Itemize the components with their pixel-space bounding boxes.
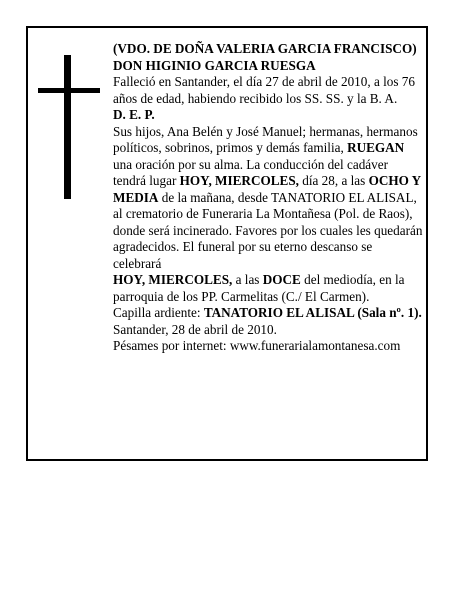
cross-vertical-bar [64,55,71,199]
deceased-name: DON HIGINIO GARCIA RUESGA [113,57,316,73]
conduction-time: OCHO Y MEDIA [113,173,421,205]
prayer-text: una oración por su alma. La conducción del cadáver tendrá lugar [113,156,388,188]
funeral-at: a las [232,272,263,287]
chapel-paragraph [113,305,423,322]
funeral-day: HOY, MIERCOLES, [113,272,233,287]
funeral-time: DOCE [262,272,301,287]
chapel-place: TANATORIO EL ALISAL (Sala nº. 1). [203,305,422,320]
obituary-notice [26,26,428,461]
family-intro: Sus hijos, Ana Belén y José Manuel; hermanas, hermanos políticos, sobrinos, primos y demás familia, [113,123,418,155]
funeral-place: del mediodía, en la parroquia de los PP. Carmelitas (C./ El Carmen). [113,272,405,304]
conduction-details: de la mañana, desde TANATORIO EL ALISAL, al crematorio de Funeraria La Montañesa (Pol. de Raos), donde será incinerado. Favores por los cuales les quedarán agradecidos. El funeral por su eterno descanso se celebrará [113,189,423,271]
dep-line: D. E. P. [113,107,155,122]
date-line: Santander, 28 de abril de 2010. [113,321,277,337]
cross-icon [38,55,100,199]
ruegan-text: RUEGAN [347,140,405,155]
chapel-label: Capilla ardiente: [113,305,204,320]
conduction-date: día 28, a las [298,173,369,188]
widow-line: (VDO. DE DOÑA VALERIA GARCIA FRANCISCO) [113,41,417,56]
condolences-line: Pésames por internet: www.funerarialamontanesa.com [113,338,401,353]
family-paragraph [113,124,423,273]
notice-text [113,41,423,355]
conduction-day: HOY, MIERCOLES, [179,173,299,188]
death-info: Falleció en Santander, el día 27 de abril de 2010, a los 76 años de edad, habiendo recibido los SS. SS. y la B. A. [113,74,415,106]
cross-horizontal-bar [38,88,100,93]
funeral-paragraph [113,272,423,305]
